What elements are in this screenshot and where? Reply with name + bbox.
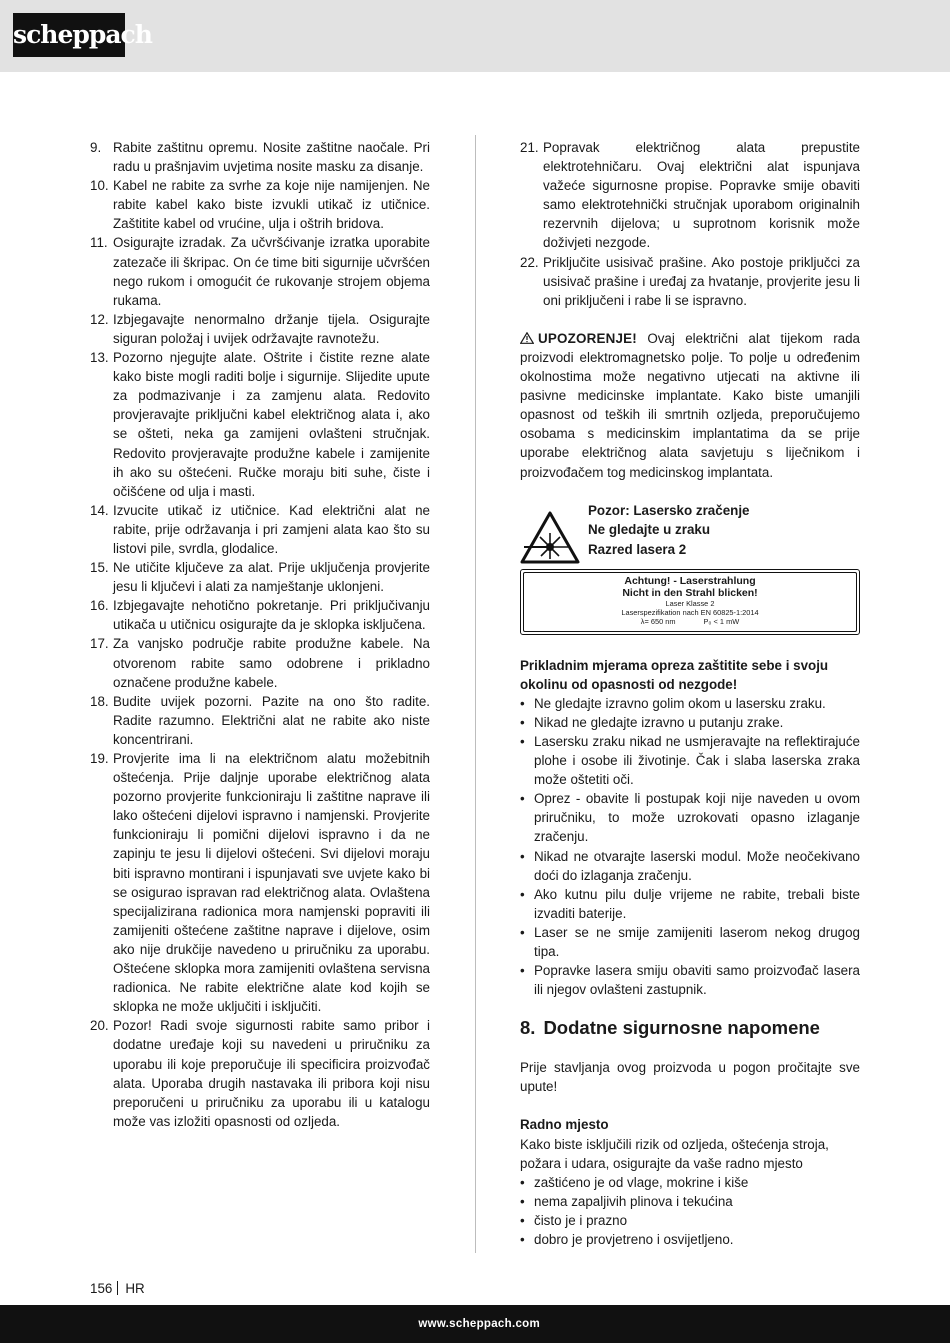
item-text: Izvucite utikač iz utičnice. Kad električni alat ne rabite, prije održavanja i pri zamjeni alata kao što su listovi pile, svrdla, glodalice. [113, 502, 430, 556]
workplace-bullet-list [520, 1173, 860, 1249]
section-title: Dodatne sigurnosne napomene [543, 1017, 820, 1039]
item-text: Budite uvijek pozorni. Pazite na ono što radite. Radite razumno. Električni alat ne rabite ako niste koncentrirani. [113, 693, 430, 747]
page-number-value: 156 [90, 1281, 113, 1296]
website-link[interactable]: www.scheppach.com [418, 1318, 540, 1330]
bullet-item: • Lasersku zraku nikad ne usmjeravajte na reflektirajuće plohe i osobe ili životinje. Čak i slaba laserska zraka može oštetiti oči. [520, 732, 860, 789]
language-code: HR [125, 1281, 145, 1296]
item-text: Rabite zaštitnu opremu. Nosite zaštitne naočale. Pri radu u prašnjavim uvjetima nosite masku za disanje. [113, 140, 430, 175]
item-text: Izbjegavajte nehotično pokretanje. Pri priključivanju utikača u utičnicu osigurajte da je sklopka isključena. [113, 598, 430, 633]
workplace-heading: Radno mjesto [520, 1117, 609, 1133]
section-heading [520, 1016, 860, 1040]
column-divider [475, 135, 476, 1253]
item-number: 10. [90, 178, 109, 194]
item-number: 13. [90, 350, 109, 366]
bullet-item: • nema zapaljivih plinova i tekućina [520, 1192, 860, 1211]
item-number: 20. [90, 1018, 109, 1034]
item-number: 14. [90, 502, 109, 518]
protect-heading: Prikladnim mjerama opreza zaštitite sebe i svoju okolinu od opasnosti od nezgode! [520, 657, 829, 692]
bullet-item: • Nikad ne gledajte izravno u putanju zrake. [520, 713, 860, 732]
item-number: 17. [90, 636, 109, 652]
item-number: 18. [90, 693, 109, 709]
item-number: 16. [90, 598, 109, 614]
bullet-item: • Ne gledajte izravno golim okom u lasersku zraku. [520, 694, 860, 713]
laser-label-inner [523, 572, 857, 632]
list-item [90, 348, 430, 501]
scheppach-logo: scheppach [13, 13, 125, 57]
item-text: Pozor! Radi svoje sigurnosti rabite samo pribor i dodatne uređaje koji su navedeni u priručniku za uporabu ili koje preporučuje ili specificira proizvođač alata. Uporaba drugih nastavaka ili pribora koji nisu preporučeni u priručniku za uporabu ili u katalogu može vas izložiti opasnosti od ozljeda. [113, 1018, 430, 1129]
list-item [520, 253, 860, 310]
laser-line-3: Razred lasera 2 [588, 541, 687, 557]
item-number: 21. [520, 140, 539, 155]
safety-list-right [520, 138, 860, 310]
item-number: 22. [520, 254, 539, 270]
list-item [90, 138, 430, 176]
list-item [90, 749, 430, 1016]
right-column [520, 138, 860, 1249]
bullet-item: • Laser se ne smije zamijeniti laserom nekog drugog tipa. [520, 923, 860, 961]
warning-heading: UPOZORENJE! [538, 330, 637, 346]
warning-text: Ovaj električni alat tijekom rada proizvodi elektromagnetsko polje. To polje u određenim okolnostima može negativno utjecati na aktivne ili pasivne medicinske implantate. Kako biste umanjili opasnost od teških ili smrtnih ozljeda, preporučujemo osobama s medicinskim implantatima da se prije uporabe električnog alata savjetuju s liječnikom i proizvođačem tog medicinskog implantata. [520, 330, 860, 480]
laser-warning-block [520, 501, 860, 651]
workplace-text: Kako biste isključili rizik od ozljeda, oštećenja stroja, požara i udara, osigurajte da vaše radno mjesto [520, 1136, 829, 1171]
list-item [90, 176, 430, 233]
label-specs [524, 617, 856, 626]
list-item [520, 138, 860, 253]
item-number: 9. [90, 140, 102, 155]
item-number: 19. [90, 751, 109, 766]
item-text: Kabel ne rabite za svrhe za koje nije namijenjen. Ne rabite kabel kako biste izvukli utikač iz utičnice. Zaštitite kabel od vrućine, ulja i oštrih bridova. [113, 178, 430, 232]
item-text: Izbjegavajte nenormalno držanje tijela. Osigurajte siguran položaj i uvijek održavajte ravnotežu. [113, 311, 430, 346]
item-text: Za vanjsko područje rabite produžne kabele. Na otvorenom rabite samo odobrene i prikladno označene produžne kabele. [113, 636, 430, 690]
bullet-item: • Oprez - obavite li postupak koji nije naveden u ovom priručniku, to može uzrokovati opasno izlaganje zračenju. [520, 789, 860, 846]
bullet-item: • Nikad ne otvarajte laserski modul. Može neočekivano doći do izlaganja zračenju. [520, 847, 860, 885]
item-number: 11. [90, 235, 108, 251]
header-band [0, 0, 950, 72]
label-power: P₀ < 1 mW [703, 616, 740, 626]
item-text: Pozorno njegujte alate. Oštrite i čistite rezne alate kako biste mogli raditi bolje i sigurnije. Slijedite upute za podmazivanje i za zamjenu alata. Redovito provjeravajte priključni kabel električnog alata i, ako se ošteti, neka ga zamijeni ovlašteni stručnjak. Redovito provjeravajte produžne kabele i zamijenite ih ako su oštećeni. Ručke moraju biti suhe, čiste i očišćene od ulja i masti. [113, 350, 430, 499]
item-text: Priključite usisivač prašine. Ako postoje priključci za usisivač prašine i uređaj za hvatanje, provjerite jesu li oni priključeni i rabe li se ispravno. [543, 254, 860, 308]
list-item [90, 596, 430, 634]
item-number: 12. [90, 311, 109, 327]
list-item [90, 233, 430, 309]
laser-bullet-list [520, 694, 860, 1000]
list-item [90, 1016, 430, 1131]
intro-text: Prije stavljanja ovog proizvoda u pogon pročitajte sve upute! [520, 1060, 860, 1095]
emf-warning [520, 329, 860, 482]
laser-line-2: Ne gledajte u zraku [588, 522, 711, 538]
safety-list-left [90, 138, 430, 1131]
bullet-item: • zaštićeno je od vlage, mokrine i kiše [520, 1173, 860, 1192]
list-item [90, 501, 430, 558]
laser-line-1: Pozor: Lasersko zračenje [588, 502, 750, 518]
list-item [90, 310, 430, 348]
page-separator [117, 1281, 118, 1295]
bullet-item: • Popravke lasera smiju obaviti samo proizvođač lasera ili njegov ovlašteni zastupnik. [520, 961, 860, 999]
list-item [90, 558, 430, 596]
left-column [90, 138, 430, 1131]
footer-band [0, 1305, 950, 1343]
bullet-item: • dobro je provjetreno i osvijetljeno. [520, 1230, 860, 1249]
laser-caution-text [588, 501, 750, 560]
bullet-item: • Ako kutnu pilu dulje vrijeme ne rabite, trebali biste izvaditi baterije. [520, 885, 860, 923]
bullet-item: • čisto je i prazno [520, 1211, 860, 1230]
label-line-2: Nicht in den Strahl blicken! [622, 586, 758, 599]
page-number [90, 1280, 145, 1298]
item-text: Popravak električnog alata prepustite elektrotehničaru. Ovaj električni alat ispunjava važeće sigurnosne propise. Popravke smije obaviti samo elektrotehnički stručnjak uporabom originalnih rezervnih dijelova; u suprotnom korisnik može doživjeti nezgode. [543, 140, 860, 251]
warning-icon [520, 332, 534, 344]
item-text: Osigurajte izradak. Za učvršćivanje izratka uporabite zatezače ili škripac. On će time biti sigurnije učvršćen nego rukom i omogućit će rukovanje strojem objema rukama. [113, 235, 430, 308]
label-wavelength: λ= 650 nm [640, 616, 676, 626]
label-line-4: Laserspezifikation nach EN 60825-1:2014 [621, 607, 759, 617]
label-line-1: Achtung! - Laserstrahlung [624, 574, 756, 587]
list-item [90, 634, 430, 691]
section-number: 8. [520, 1017, 536, 1039]
list-item [90, 692, 430, 749]
item-text: Provjerite ima li na električnom alatu možebitnih oštećenja. Prije daljnje uporabe električnog alata pozorno provjerite funkcioniraju li zaštitne naprave ili lako oštećeni dijelovi ispravno i namjenski. Provjerite funkcioniraju li pomični dijelovi ispravno i da ne zapinju te jesu li dijelovi oštećeni. Svi dijelovi moraju biti ispravno montirani i ispunjavati sve uvjete kako bi se osigurao ispravan rad električnog alata. Ovlaštena specijalizirana radionica mora namjenski popraviti ili zamijeniti oštećene zaštitne naprave i dijelove, osim ako nije drukčije navedeno u priručniku za uporabu. Oštećene sklopka mora zamijeniti ovlaštena servisna radionica. Ne rabite električne alate kod kojih se sklopka ne može uključiti i isključiti. [113, 751, 430, 1015]
laser-hazard-icon [520, 511, 580, 565]
item-number: 15. [90, 560, 109, 576]
item-text: Ne utičite ključeve za alat. Prije uključenja provjerite jesu li ključevi i alati za namještanje uklonjeni. [113, 560, 430, 595]
label-line-3: Laser Klasse 2 [665, 598, 715, 608]
laser-class-label [520, 569, 860, 635]
